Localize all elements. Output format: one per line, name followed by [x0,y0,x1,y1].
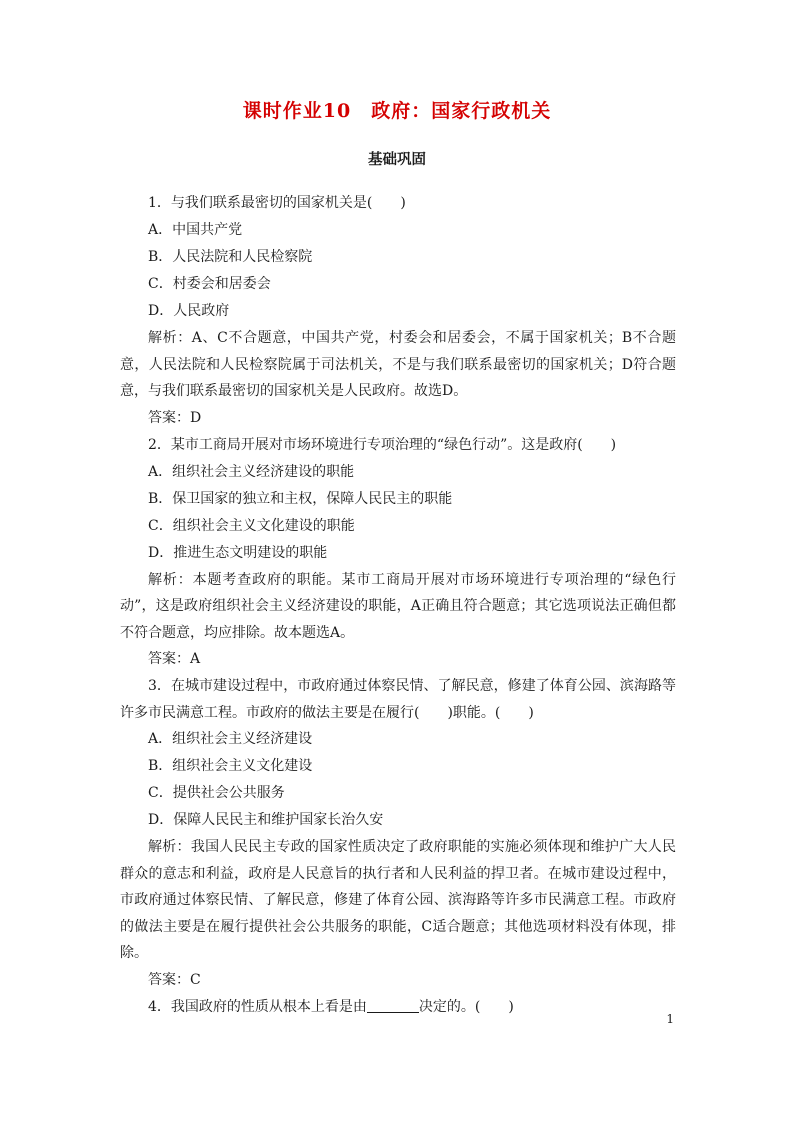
option-c: C．组织社会主义文化建设的职能 [148,517,355,534]
question-stem: 2．某市工商局开展对市场环境进行专项治理的“绿色行动”。这是政府( ) [148,436,617,453]
document-body [120,190,676,1021]
option-b: B．组织社会主义文化建设 [148,758,313,774]
page-number: 1 [666,1012,674,1026]
fill-blank [367,998,419,1013]
stem-after: 决定的。( ) [418,998,514,1015]
question-3 [120,673,676,994]
option-d: D．人民政府 [148,303,230,319]
question-4 [120,994,676,1021]
option-a: A．中国共产党 [148,222,243,238]
analysis: 解析：本题考查政府的职能。某市工商局开展对市场环境进行专项治理的“绿色行动”，这是政府组织社会主义经济建设的职能，A正确且符合题意；其它选项说法正确但都不符合题意，均应排除。故本题选A。 [120,571,676,641]
option-c: C．村委会和居委会 [148,276,271,292]
stem-before: 4．我国政府的性质从根本上看是由 [148,998,367,1015]
option-b: B．保卫国家的独立和主权，保障人民民主的职能 [148,490,453,507]
page-title: 课时作业10 政府：国家行政机关 [242,100,552,122]
option-b: B．人民法院和人民检察院 [148,249,313,265]
question-stem: 3．在城市建设过程中，市政府通过体察民情、了解民意，修建了体育公园、滨海路等许多市民满意工程。市政府的做法主要是在履行( )职能。( ) [120,678,676,721]
answer: 答案：A [148,651,201,667]
option-d: D．保障人民民主和维护国家长治久安 [148,812,384,828]
option-c: C．提供社会公共服务 [148,785,285,801]
option-a: A．组织社会主义经济建设 [148,731,313,747]
question-stem [120,994,676,1021]
analysis: 解析：A、C不合题意，中国共产党，村委会和居委会，不属于国家机关；B不合题意，人民法院和人民检察院属于司法机关，不是与我们联系最密切的国家机关；D符合题意，与我们联系最密切的国家机关是人民政府。故选D。 [120,330,676,399]
question-stem: 1．与我们联系最密切的国家机关是( ) [148,195,406,211]
analysis: 解析：我国人民民主专政的国家性质决定了政府职能的实施必须体现和维护广大人民群众的意志和利益，政府是人民意旨的执行者和人民利益的捍卫者。在城市建设过程中，市政府通过体察民情、了解民意，修建了体育公园、滨海路等许多市民满意工程。市政府的做法主要是在履行提供社会公共服务的职能，C适合题意；其他选项材料没有体现，排除。 [120,839,676,961]
question-1 [120,190,676,432]
section-heading: 基础巩固 [368,151,426,168]
option-a: A．组织社会主义经济建设的职能 [148,463,355,480]
option-d: D．推进生态文明建设的职能 [148,544,328,561]
answer: 答案：C [148,971,201,988]
question-2 [120,432,676,674]
answer: 答案：D [148,409,202,426]
